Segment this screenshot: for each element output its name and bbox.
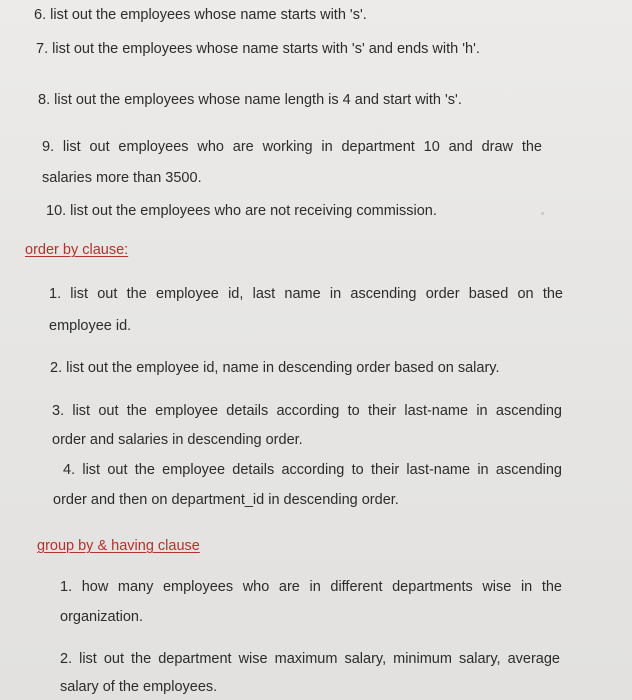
group-by-question-2-line-1: 2. list out the department wise maximum salary, minimum salary, average (60, 651, 560, 667)
order-by-question-4-line-2: order and then on department_id in descending order. (53, 492, 399, 508)
order-by-heading: order by clause: (25, 242, 129, 258)
question-7: 7. list out the employees whose name starts with 's' and ends with 'h'. (36, 41, 480, 57)
question-8: 8. list out the employees whose name length is 4 and start with 's'. (38, 92, 462, 108)
question-9-line-1: 9. list out employees who are working in department 10 and draw the (42, 139, 542, 155)
question-6: 6. list out the employees whose name starts with 's'. (34, 7, 367, 23)
group-by-question-1-line-1: 1. how many employees who are in different departments wise in the (60, 579, 562, 595)
order-by-question-3-line-1: 3. list out the employee details according to their last-name in ascending (52, 403, 562, 419)
order-by-question-4-line-1: 4. list out the employee details according to their last-name in ascending (63, 462, 562, 478)
group-by-question-2-line-2: salary of the employees. (60, 679, 218, 695)
order-by-question-1-line-2: employee id. (49, 318, 132, 334)
group-by-question-1-line-2: organization. (60, 609, 144, 625)
group-by-heading: group by & having clause (37, 538, 200, 554)
order-by-question-3-line-2: order and salaries in descending order. (52, 432, 303, 448)
paper-speck (541, 212, 544, 215)
order-by-question-1-line-1: 1. list out the employee id, last name in ascending order based on the (49, 286, 563, 302)
question-10: 10. list out the employees who are not receiving commission. (46, 203, 437, 219)
question-9-line-2: salaries more than 3500. (42, 170, 202, 186)
order-by-question-2: 2. list out the employee id, name in descending order based on salary. (50, 360, 500, 376)
